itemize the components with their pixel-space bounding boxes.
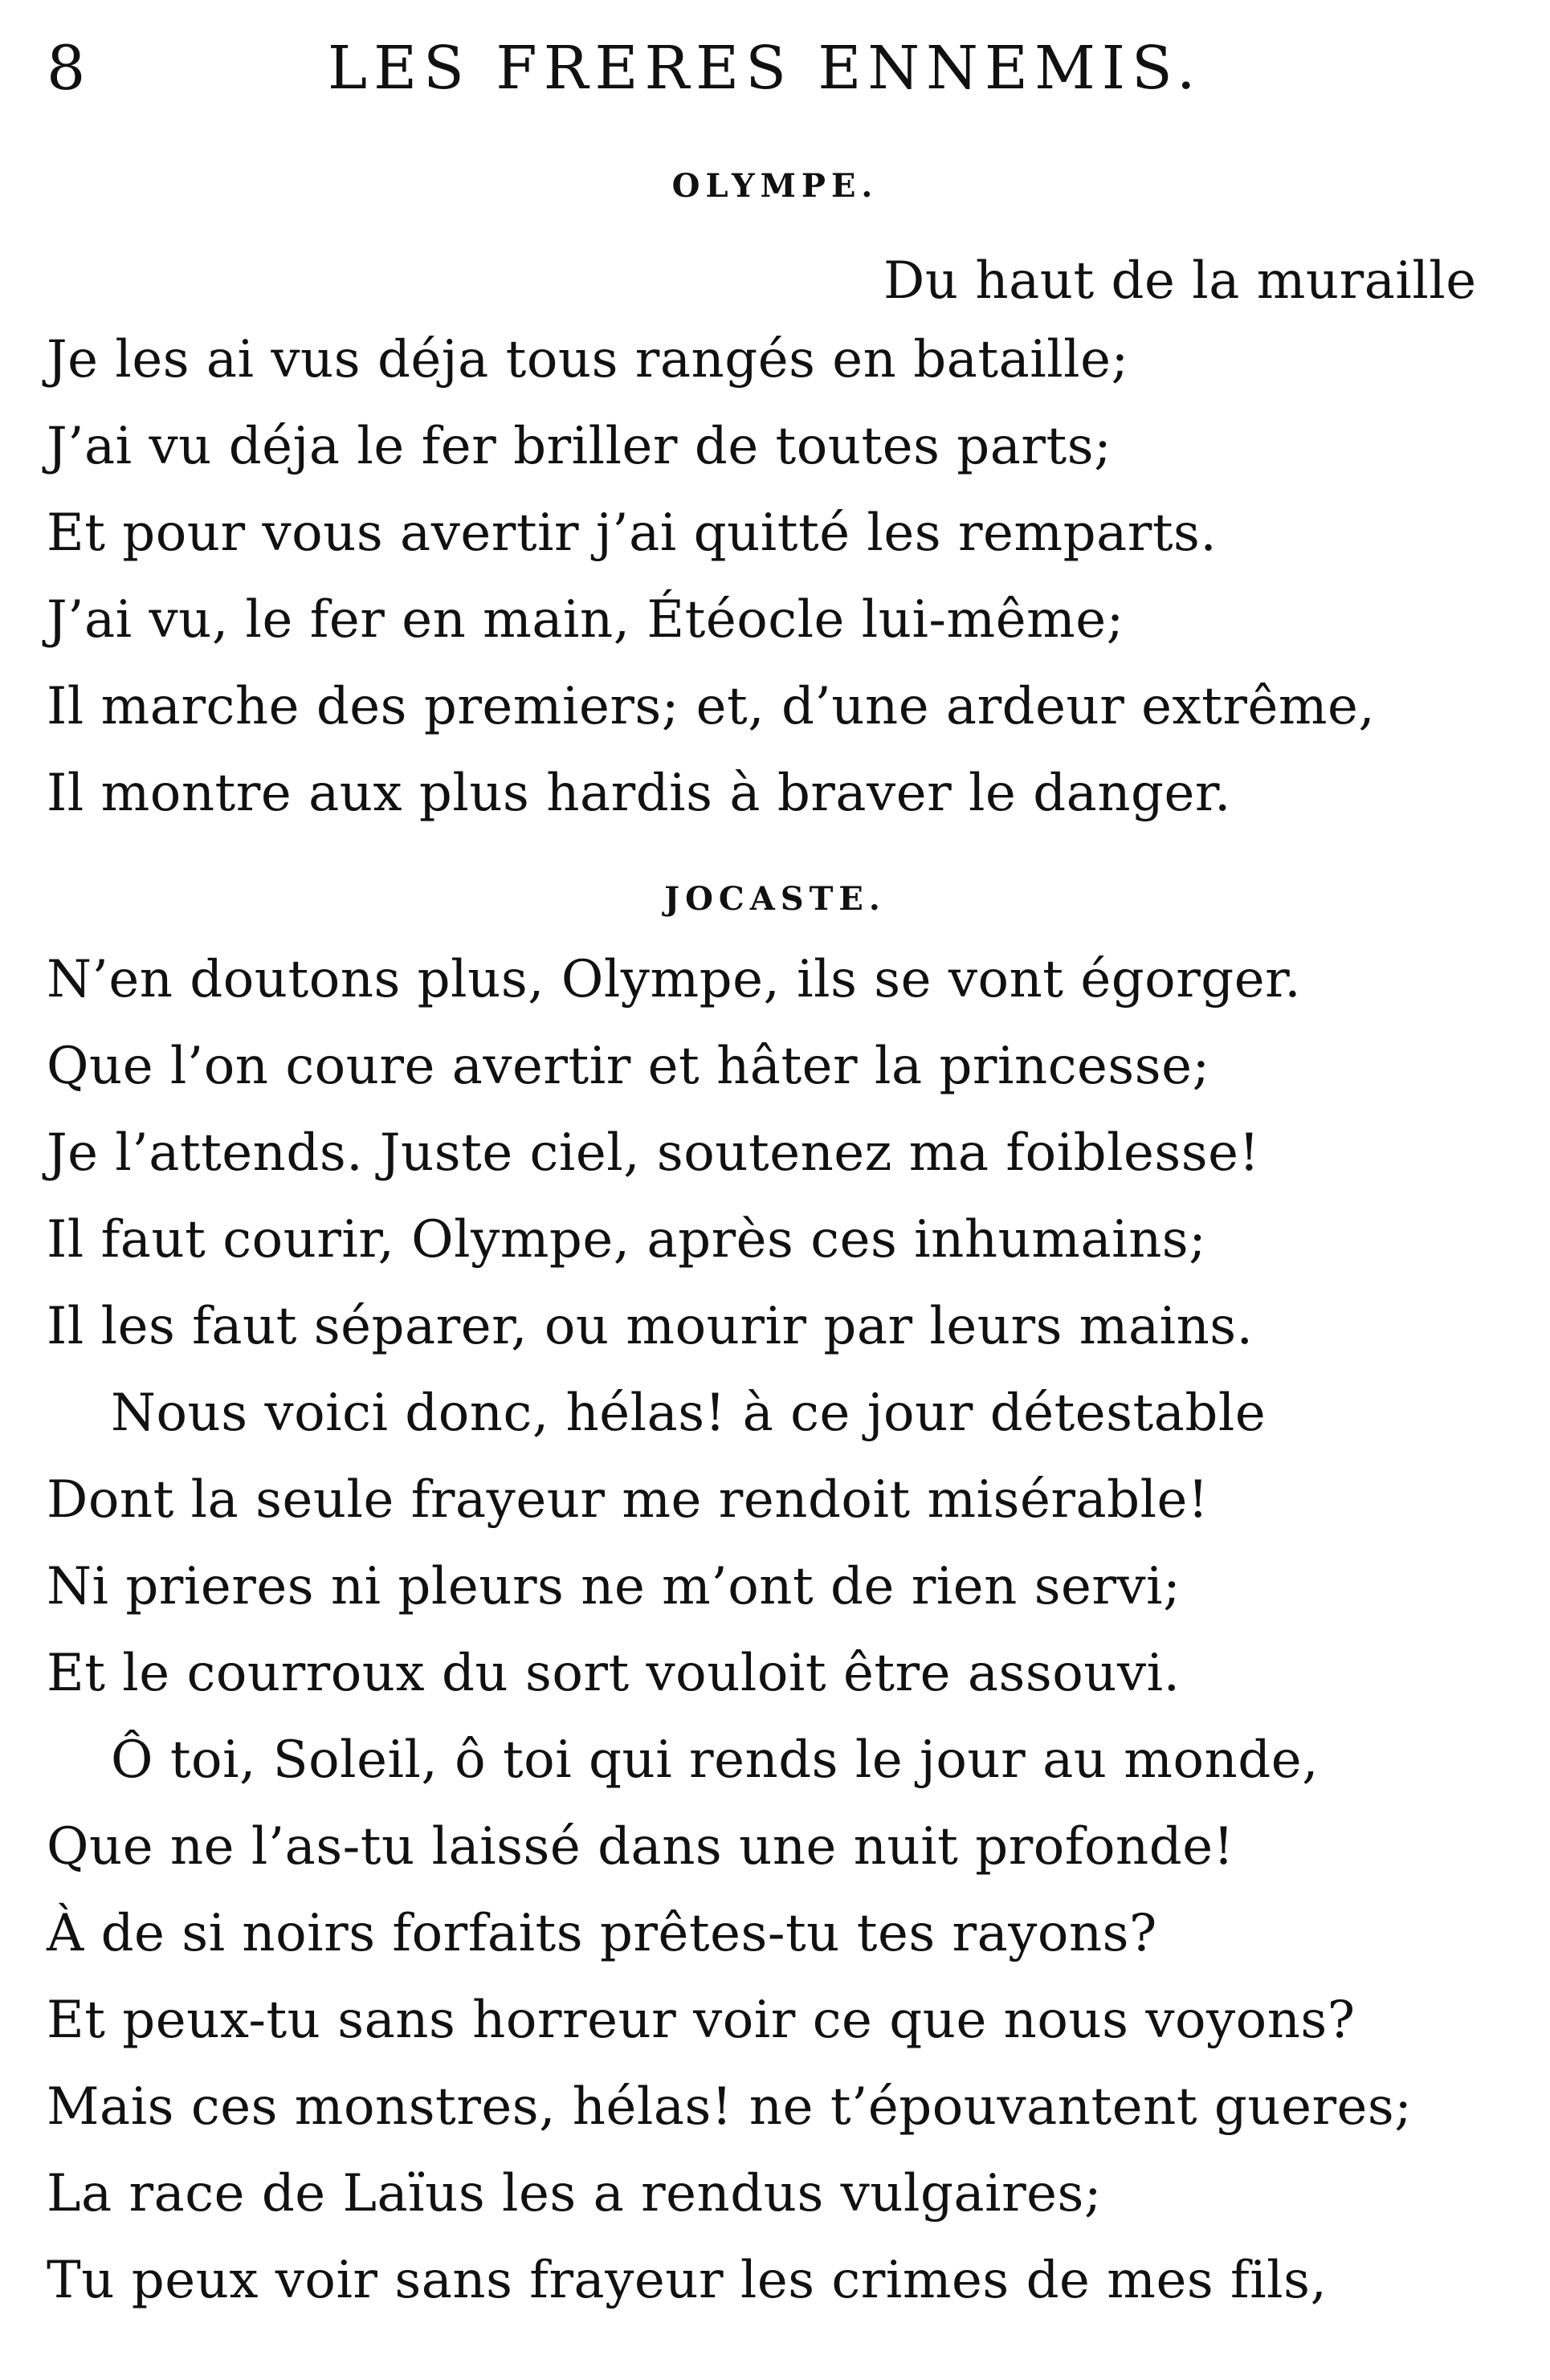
page-number: 8 bbox=[47, 32, 86, 104]
page-header bbox=[47, 24, 1454, 112]
verse-line: Il marche des premiers; et, d’une ardeur extrême, bbox=[47, 677, 1376, 736]
verse-line: Que l’on coure avertir et hâter la princesse; bbox=[47, 1037, 1210, 1096]
running-title: LES FRERES ENNEMIS. bbox=[328, 34, 1202, 103]
verse-line: Je l’attends. Juste ciel, soutenez ma foiblesse! bbox=[47, 1123, 1260, 1183]
verse-line: J’ai vu déja le fer briller de toutes parts; bbox=[47, 417, 1112, 476]
verse-line: Dont la seule frayeur me rendoit misérable! bbox=[47, 1470, 1209, 1530]
verse-line: Ô toi, Soleil, ô toi qui rends le jour au monde, bbox=[111, 1730, 1319, 1790]
verse-line: Il montre aux plus hardis à braver le danger. bbox=[47, 764, 1231, 823]
verse-line: Tu peux voir sans frayeur les crimes de mes fils, bbox=[47, 2251, 1328, 2310]
verse-line: Je les ai vus déja tous rangés en bataille; bbox=[47, 330, 1129, 389]
verse-line: N’en doutons plus, Olympe, ils se vont égorger. bbox=[47, 950, 1302, 1009]
speaker-name: OLYMPE. bbox=[671, 167, 879, 205]
verse-line: Du haut de la muraille bbox=[883, 251, 1477, 311]
verse-line: Il les faut séparer, ou mourir par leurs mains. bbox=[47, 1297, 1254, 1356]
verse-line: Et peux-tu sans horreur voir ce que nous voyons? bbox=[47, 1991, 1356, 2050]
verse-line: J’ai vu, le fer en main, Étéocle lui-même; bbox=[47, 590, 1124, 650]
speaker-name: JOCASTE. bbox=[664, 880, 886, 918]
verse-line: Et le courroux du sort vouloit être assouvi. bbox=[47, 1644, 1181, 1703]
verse-line: La race de Laïus les a rendus vulgaires; bbox=[47, 2164, 1102, 2223]
verse-line: Et pour vous avertir j’ai quitté les remparts. bbox=[47, 503, 1218, 563]
verse-line: À de si noirs forfaits prêtes-tu tes rayons? bbox=[47, 1904, 1157, 1963]
verse-line: Il faut courir, Olympe, après ces inhumains; bbox=[47, 1210, 1207, 1269]
verse-line: Mais ces monstres, hélas! ne t’épouvantent gueres; bbox=[47, 2077, 1413, 2137]
verse-line: Ni prieres ni pleurs ne m’ont de rien servi; bbox=[47, 1557, 1181, 1616]
verse-line: Nous voici donc, hélas! à ce jour détestable bbox=[111, 1384, 1267, 1443]
verse-line: Que ne l’as-tu laissé dans une nuit profonde! bbox=[47, 1817, 1234, 1877]
